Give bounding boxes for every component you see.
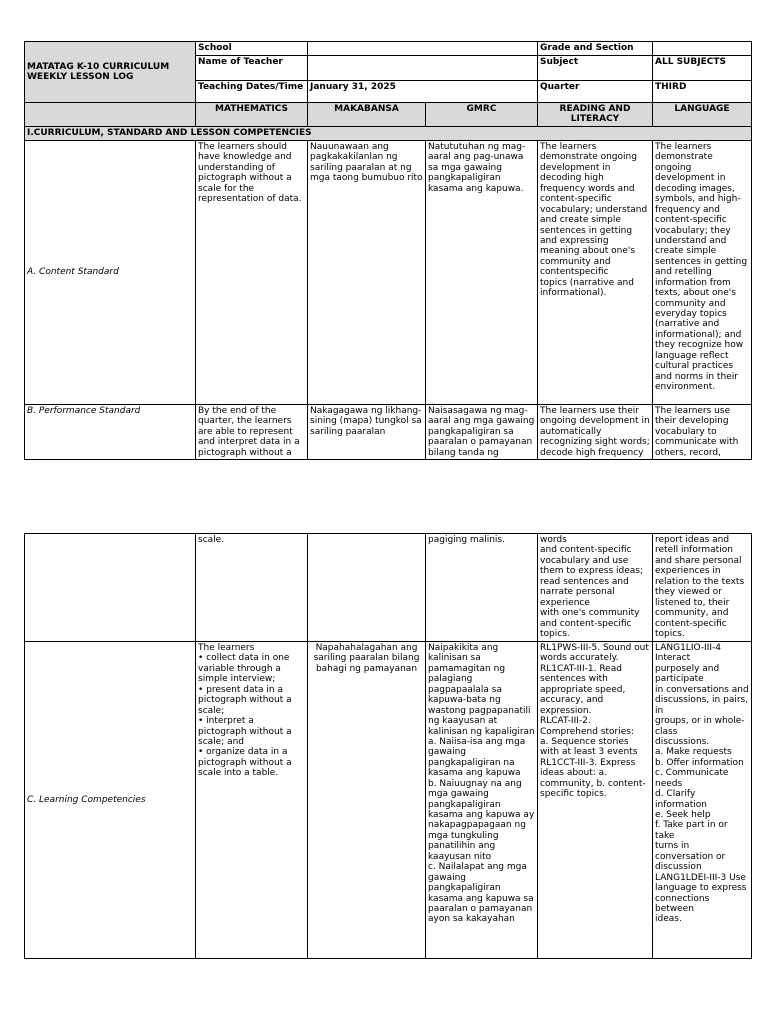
teacher-label: Name of Teacher [196, 56, 308, 81]
performance-standard-reading: The learners use their ongoing development in automatically recognizing sight words; decode high frequency [538, 405, 653, 460]
row-label-performance-standard: B. Performance Standard [25, 405, 196, 460]
school-value [308, 42, 538, 56]
learning-competencies-language: LANG1LIO-III-4 Interact purposely and participate in conversations and discussions, in pairs, in groups, or in whole-class discussions. a. Make requests b. Offer information c. Communicate needs d. Clarify information e. Seek help f. Take part in or take turns in conversation or discussion LANG1LDEI-III-3 Use language to express connections between ideas. [653, 642, 752, 959]
subject-label: Subject [538, 56, 653, 81]
performance-standard-reading-cont: words and content-specific vocabulary and use them to express ideas; read sentences and narrate personal experience with one's community and content-specific topics. [538, 534, 653, 642]
content-standard-language: The learners demonstrate ongoing development in decoding images, symbols, and high-frequency and content-specific vocabulary; they understand and create simple sentences in getting and retelling information from texts, about one's community and everyday topics (narrative and informational); and they recognize how language reflect cultural practices and norms in their environment. [653, 141, 752, 405]
col-header-language: LANGUAGE [653, 103, 752, 127]
performance-standard-gmrc-cont: pagiging malinis. [426, 534, 538, 642]
row-label-performance-standard-cont [25, 534, 196, 642]
performance-standard-math: By the end of the quarter, the learners are able to represent and interpret data in a pictograph without a [196, 405, 308, 460]
content-standard-math: The learners should have knowledge and understanding of pictograph without a scale for the representation of data. [196, 141, 308, 405]
doc-title: MATATAG K-10 CURRICULUM WEEKLY LESSON LOG [25, 42, 196, 103]
content-standard-reading: The learners demonstrate ongoing development in decoding high frequency words and content-specific vocabulary; understand and create simple sentences in getting and expressing meaning about one's community and contentspecific topics (narrative and informational). [538, 141, 653, 405]
teacher-value [308, 56, 538, 81]
col-header-makabansa: MAKABANSA [308, 103, 426, 127]
dates-label: Teaching Dates/Time [196, 81, 308, 103]
corner-blank [25, 103, 196, 127]
school-label: School [196, 42, 308, 56]
subject-value: ALL SUBJECTS [653, 56, 752, 81]
row-label-learning-competencies: C. Learning Competencies [25, 642, 196, 959]
lesson-log-table-page-2 [24, 533, 752, 959]
performance-standard-math-cont: scale. [196, 534, 308, 642]
quarter-label: Quarter [538, 81, 653, 103]
performance-standard-language-cont: report ideas and retell information and share personal experiences in relation to the texts they viewed or listened to, their community, and content-specific topics. [653, 534, 752, 642]
grade-label: Grade and Section [538, 42, 653, 56]
learning-competencies-math: The learners • collect data in one variable through a simple interview; • present data in a pictograph without a scale; • interpret a pictograph without a scale; and • organize data in a pictograph without a scale into a table. [196, 642, 308, 959]
learning-competencies-gmrc: Naipakikita ang kalinisan sa pamamagitan ng palagiang pagpapaalala sa kapuwa-bata ng wastong pagpapanatili ng kaayusan at kalinisan ng kapaligiran a. Naiisa-isa ang mga gawaing pangkapaligiran na kasama ang kapuwa b. Naiuugnay na ang mga gawaing pangkapaligiran kasama ang kapuwa ay nakapagpapagaan ng mga tungkuling panatilihin ang kaayusan nito c. Nailalapat ang mga gawaing pangkapaligiran kasama ang kapuwa sa paaralan o pamayanan ayon sa kakayahan [426, 642, 538, 959]
content-standard-makabansa: Nauunawaan ang pagkakakilanlan ng sariling paaralan at ng mga taong bumubuo rito [308, 141, 426, 405]
col-header-mathematics: MATHEMATICS [196, 103, 308, 127]
performance-standard-makabansa-cont [308, 534, 426, 642]
section-title: I.CURRICULUM, STANDARD AND LESSON COMPETENCIES [25, 127, 752, 141]
learning-competencies-makabansa: Napahahalagahan ang sariling paaralan bilang bahagi ng pamayanan [308, 642, 426, 959]
quarter-value: THIRD [653, 81, 752, 103]
lesson-log-table-page-1 [24, 41, 752, 460]
learning-competencies-reading: RL1PWS-III-5. Sound out words accurately. RL1CAT-III-1. Read sentences with appropriate speed, accuracy, and expression. RLCAT-III-2. Comprehend stories: a. Sequence stories with at least 3 events RL1CCT-III-3. Express ideas about: a. community, b. content-specific topics. [538, 642, 653, 959]
performance-standard-language: The learners use their developing vocabulary to communicate with others, record, [653, 405, 752, 460]
performance-standard-makabansa: Nakagagawa ng likhang-sining (mapa) tungkol sa sariling paaralan [308, 405, 426, 460]
row-label-content-standard: A. Content Standard [25, 141, 196, 405]
content-standard-gmrc: Natututuhan ng mag-aaral ang pag-unawa sa mga gawaing pangkapaligiran kasama ang kapuwa. [426, 141, 538, 405]
col-header-gmrc: GMRC [426, 103, 538, 127]
col-header-reading: READING AND LITERACY [538, 103, 653, 127]
dates-value: January 31, 2025 [308, 81, 538, 103]
performance-standard-gmrc: Naisasagawa ng mag-aaral ang mga gawaing pangkapaligiran sa paaralan o pamayanan bilang tanda ng [426, 405, 538, 460]
grade-value [653, 42, 752, 56]
